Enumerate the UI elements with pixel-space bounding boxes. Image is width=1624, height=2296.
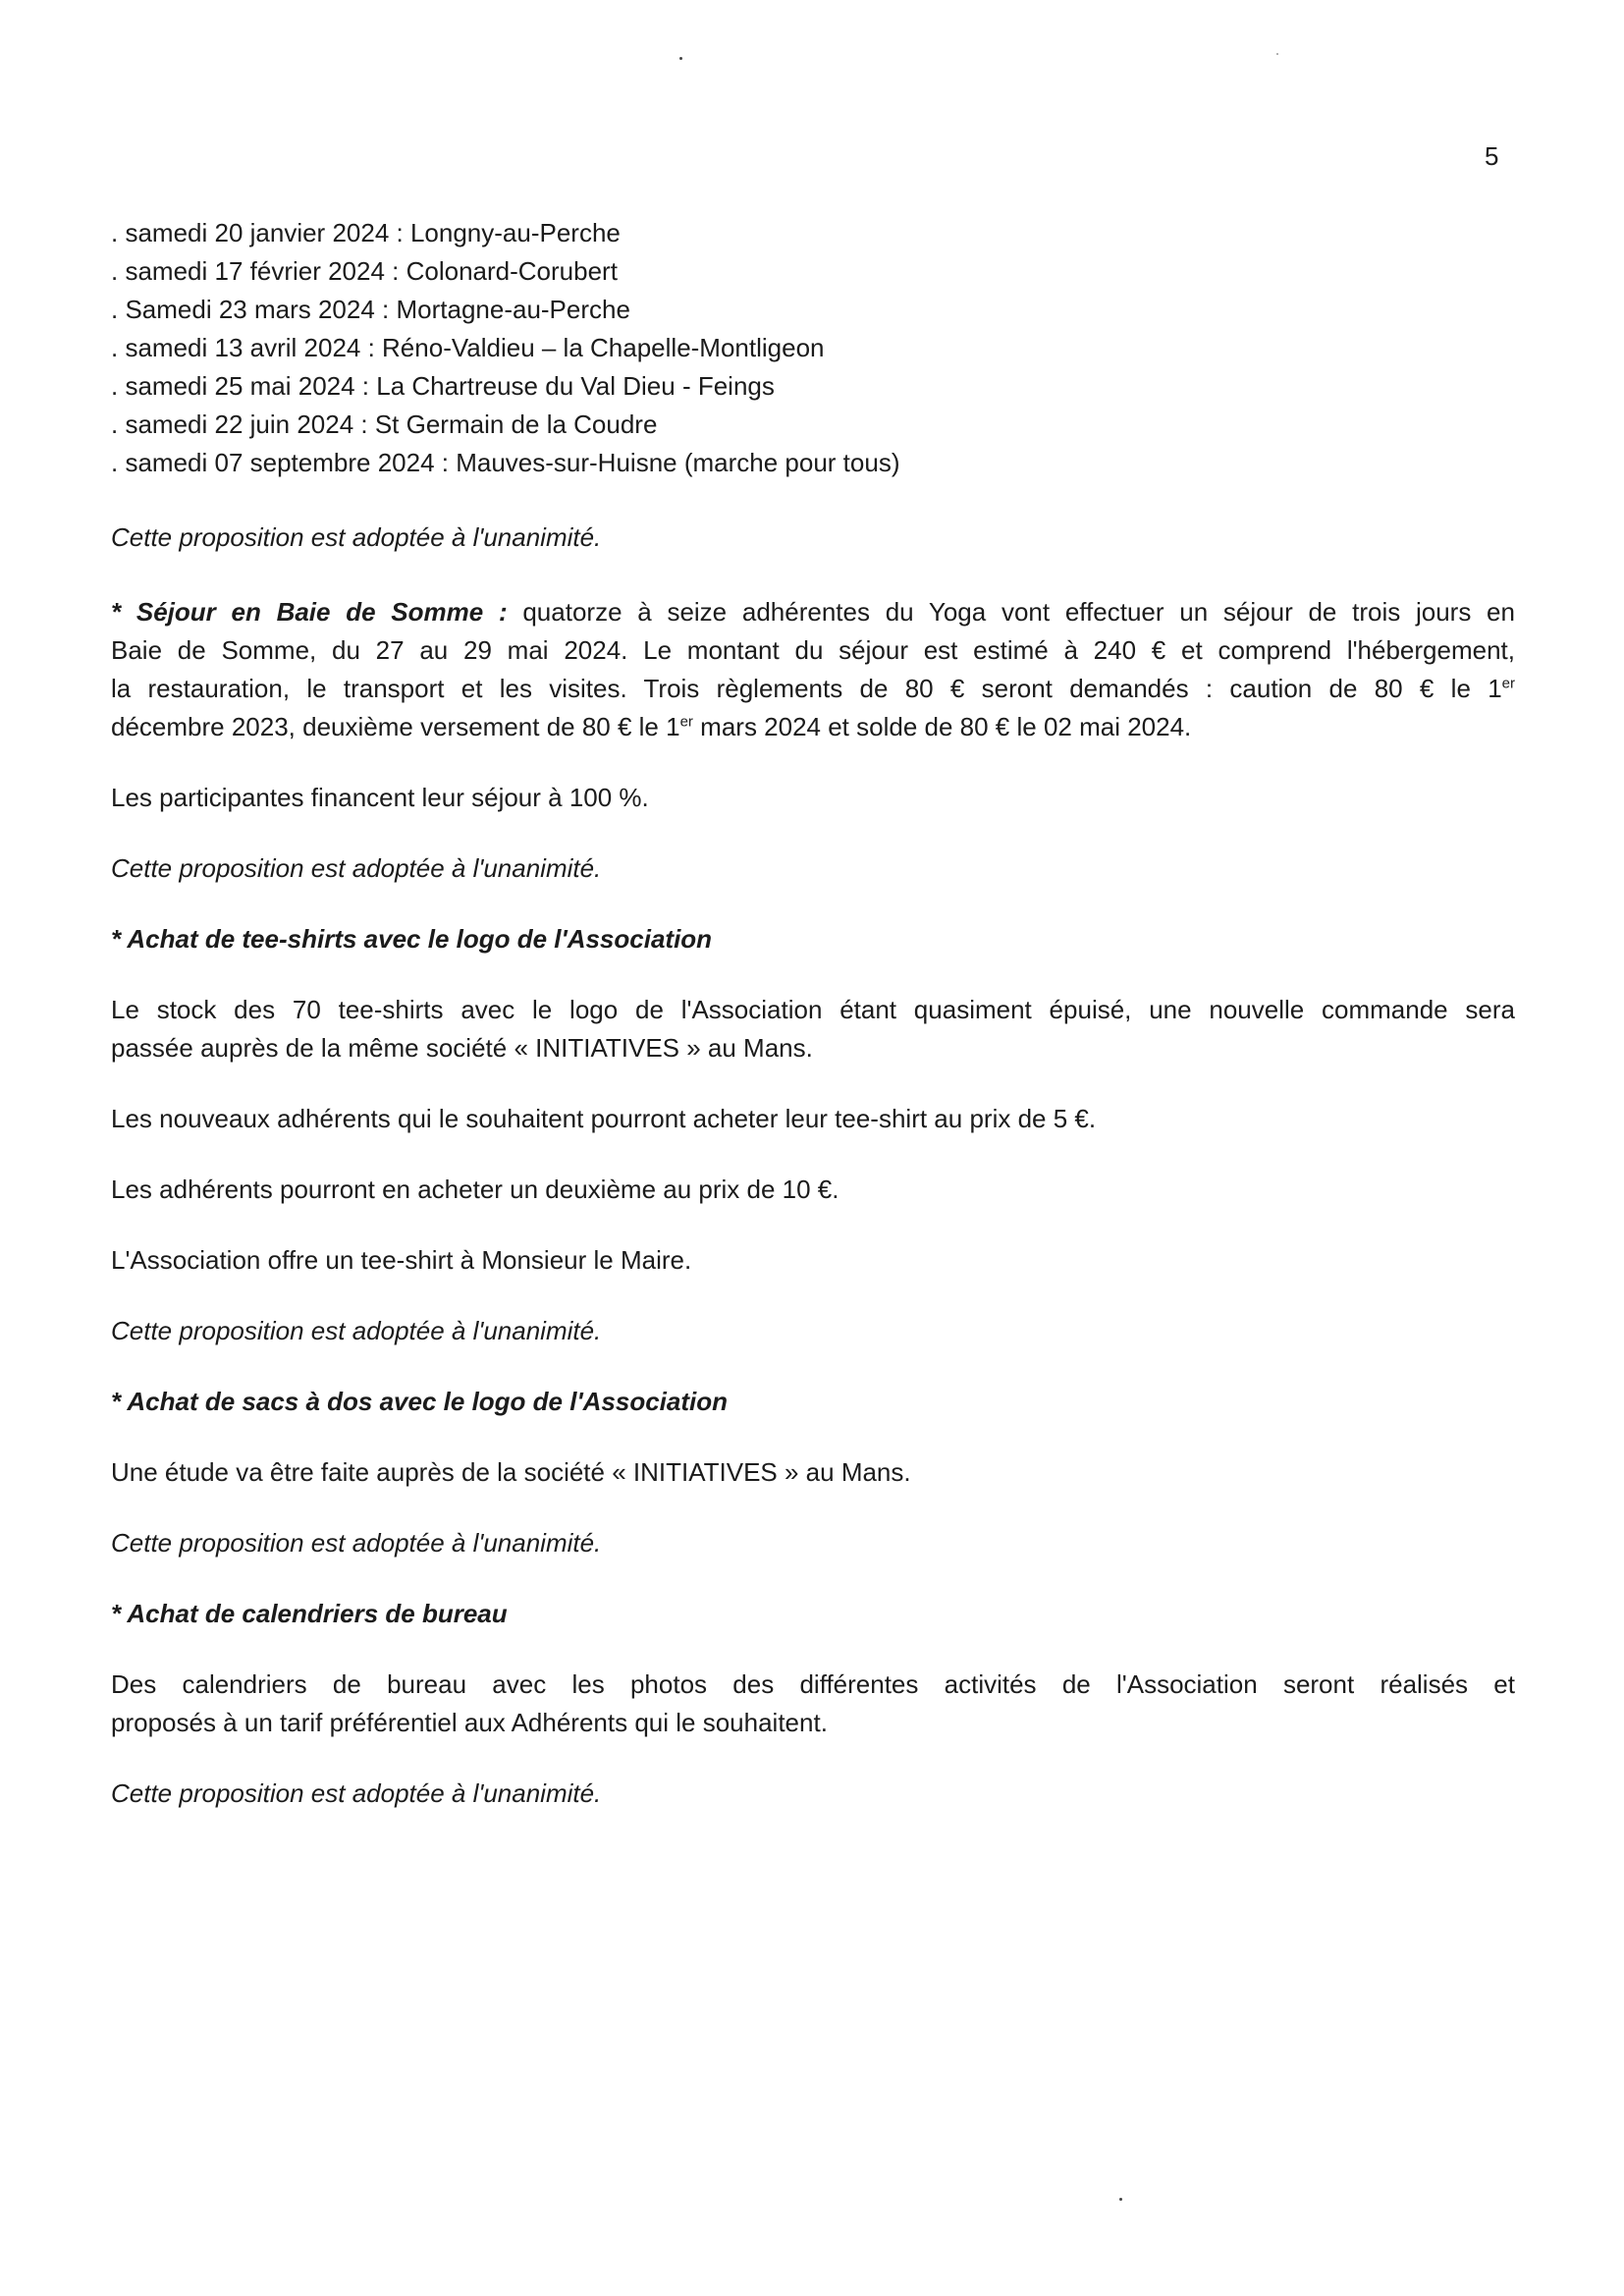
sejour-text: décembre 2023, deuxième versement de 80 € le 1: [111, 712, 680, 741]
sejour-text: quatorze à seize adhérentes du Yoga vont effectuer un séjour de trois jours en: [522, 597, 1515, 627]
sejour-paragraph-line: Baie de Somme, du 27 au 29 mai 2024. Le montant du séjour est estimé à 240 € et comprend l'hébergement,: [111, 635, 1515, 665]
adoption-note: Cette proposition est adoptée à l'unanimité.: [111, 1778, 602, 1808]
list-item: . samedi 20 janvier 2024 : Longny-au-Perche: [111, 218, 621, 247]
sacs-paragraph: Une étude va être faite auprès de la société « INITIATIVES » au Mans.: [111, 1457, 911, 1487]
sejour-text: mars 2024 et solde de 80 € le 02 mai 2024.: [692, 712, 1192, 741]
teeshirts-heading: * Achat de tee-shirts avec le logo de l'Association: [111, 924, 713, 954]
document-body: [111, 214, 1515, 1813]
scan-speck: [1276, 53, 1278, 55]
scan-speck: [679, 57, 682, 60]
list-item: . Samedi 23 mars 2024 : Mortagne-au-Perche: [111, 295, 630, 324]
page-number: 5: [1485, 141, 1499, 171]
list-item: . samedi 25 mai 2024 : La Chartreuse du Val Dieu - Feings: [111, 371, 775, 401]
ordinal-suffix: er: [1501, 675, 1515, 692]
adoption-note: Cette proposition est adoptée à l'unanimité.: [111, 1316, 602, 1345]
calendriers-heading: * Achat de calendriers de bureau: [111, 1599, 508, 1628]
list-item: . samedi 17 février 2024 : Colonard-Corubert: [111, 256, 618, 286]
adoption-note: Cette proposition est adoptée à l'unanimité.: [111, 522, 602, 552]
adoption-note: Cette proposition est adoptée à l'unanimité.: [111, 1528, 602, 1558]
calendriers-paragraph-line: Des calendriers de bureau avec les photos des différentes activités de l'Association seront réalisés et: [111, 1669, 1515, 1699]
list-item: . samedi 22 juin 2024 : St Germain de la Coudre: [111, 410, 658, 439]
teeshirts-price-second: Les adhérents pourront en acheter un deuxième au prix de 10 €.: [111, 1175, 839, 1204]
sejour-financing: Les participantes financent leur séjour à 100 %.: [111, 783, 649, 812]
sejour-paragraph-line: [111, 708, 1515, 746]
list-item: . samedi 13 avril 2024 : Réno-Valdieu – la Chapelle-Montligeon: [111, 333, 825, 362]
ordinal-suffix: er: [679, 713, 693, 731]
teeshirts-paragraph-line: Le stock des 70 tee-shirts avec le logo de l'Association étant quasiment épuisé, une nouvelle commande sera: [111, 995, 1515, 1024]
adoption-note: Cette proposition est adoptée à l'unanimité.: [111, 853, 602, 883]
teeshirts-price-new: Les nouveaux adhérents qui le souhaitent pourront acheter leur tee-shirt au prix de 5 €.: [111, 1104, 1097, 1133]
calendriers-paragraph-line: proposés à un tarif préférentiel aux Adhérents qui le souhaitent.: [111, 1708, 828, 1737]
sejour-paragraph-line: [111, 593, 1515, 631]
teeshirts-gift: L'Association offre un tee-shirt à Monsieur le Maire.: [111, 1245, 692, 1275]
sacs-heading: * Achat de sacs à dos avec le logo de l'Association: [111, 1387, 728, 1416]
scan-speck: [1119, 2198, 1122, 2201]
sejour-text: la restauration, le transport et les visites. Trois règlements de 80 € seront demandés : caution de 80 € le 1: [111, 674, 1502, 703]
sejour-title: * Séjour en Baie de Somme :: [111, 597, 508, 627]
teeshirts-paragraph-line: passée auprès de la même société « INITIATIVES » au Mans.: [111, 1033, 813, 1063]
sejour-paragraph-line: [111, 670, 1515, 708]
list-item: . samedi 07 septembre 2024 : Mauves-sur-Huisne (marche pour tous): [111, 448, 900, 477]
walk-schedule-list: [111, 214, 1515, 482]
